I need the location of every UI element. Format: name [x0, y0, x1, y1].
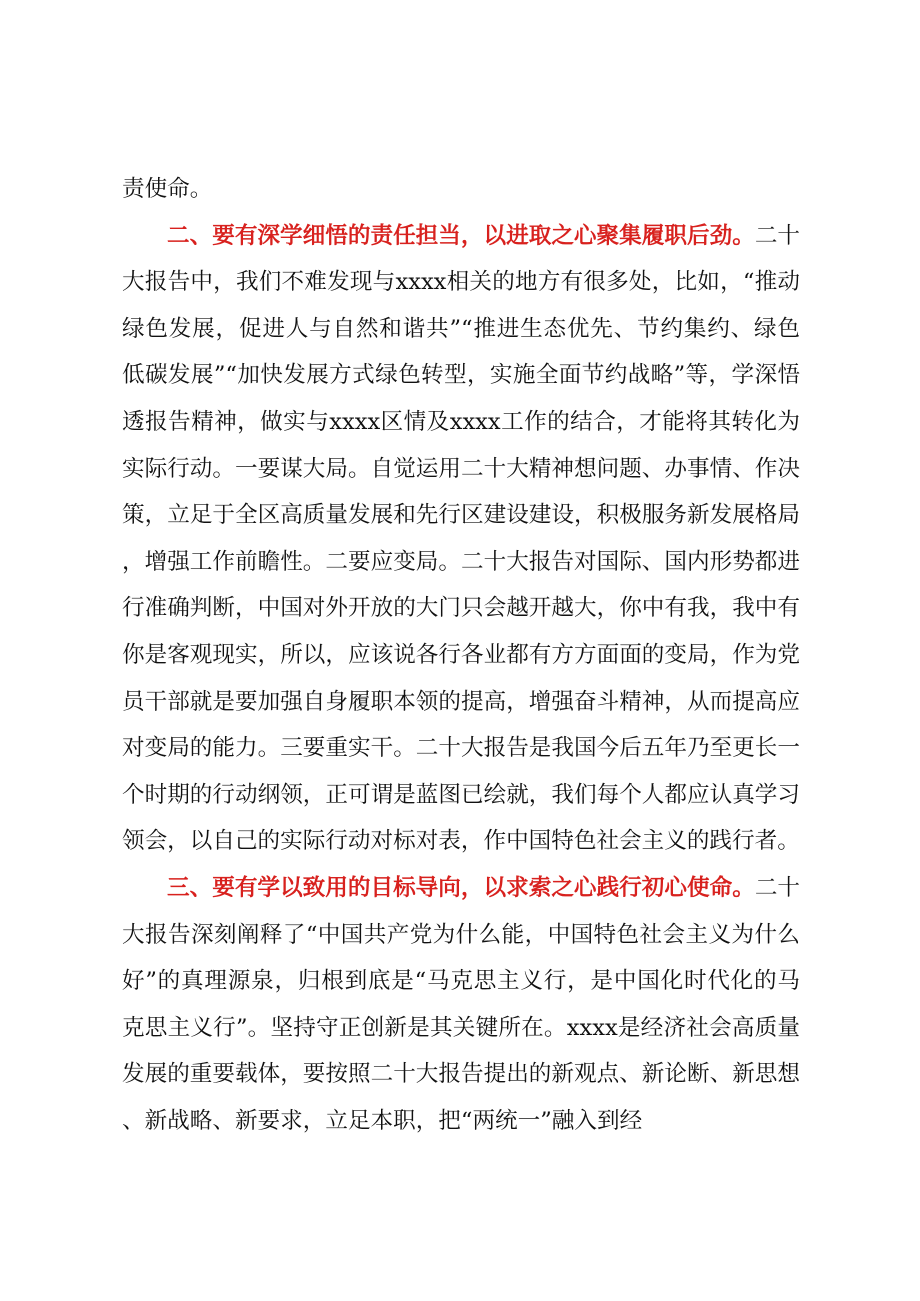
intro-tail-paragraph: 责使命。 [122, 176, 213, 202]
document-body [122, 166, 800, 1144]
section-2-body: 二十大报告中，我们不难发现与xxxx相关的地方有很多处，比如，“推动绿色发展，促进人与自然和谐共”“推进生态优先、节约集约、绿色低碳发展”“加快发展方式绿色转型，实施全面节约战略”等，学深悟透报告精神，做实与xxxx区情及xxxx工作的结合，才能将其转化为实际行动。一要谋大局。自觉运用二十大精神想问题、办事情、作决策，立足于全区高质量发展和先行区建设建设，积极服务新发展格局，增强工作前瞻性。二要应变局。二十大报告对国际、国内形势都进行准确判断，中国对外开放的大门只会越开越大，你中有我，我中有你是客观现实，所以，应该说各行各业都有方方面面的变局，作为党员干部就是要加强自身履职本领的提高，增强奋斗精神，从而提高应对变局的能力。三要重实干。二十大报告是我国今后五年乃至更长一个时期的行动纲领，正可谓是蓝图已绘就，我们每个人都应认真学习领会，以自己的实际行动对标对表，作中国特色社会主义的践行者。 [122, 222, 801, 855]
section-2-heading: 二、要有深学细悟的责任担当，以进取之心聚集履职后劲。 [167, 222, 755, 249]
section-3-paragraph [122, 865, 800, 1145]
section-2-paragraph [122, 213, 800, 865]
section-3-heading: 三、要有学以致用的目标导向，以求索之心践行初心使命。 [167, 874, 755, 901]
section-3-body: 二十大报告深刻阐释了“中国共产党为什么能，中国特色社会主义为什么好”的真理源泉，归根到底是“马克思主义行，是中国化时代化的马克思主义行”。坚持守正创新是其关键所在。xxxx是经济社会高质量发展的重要载体，要按照二十大报告提出的新观点、新论断、新思想、新战略、新要求，立足本职，把“两统一”融入到经 [122, 874, 801, 1134]
